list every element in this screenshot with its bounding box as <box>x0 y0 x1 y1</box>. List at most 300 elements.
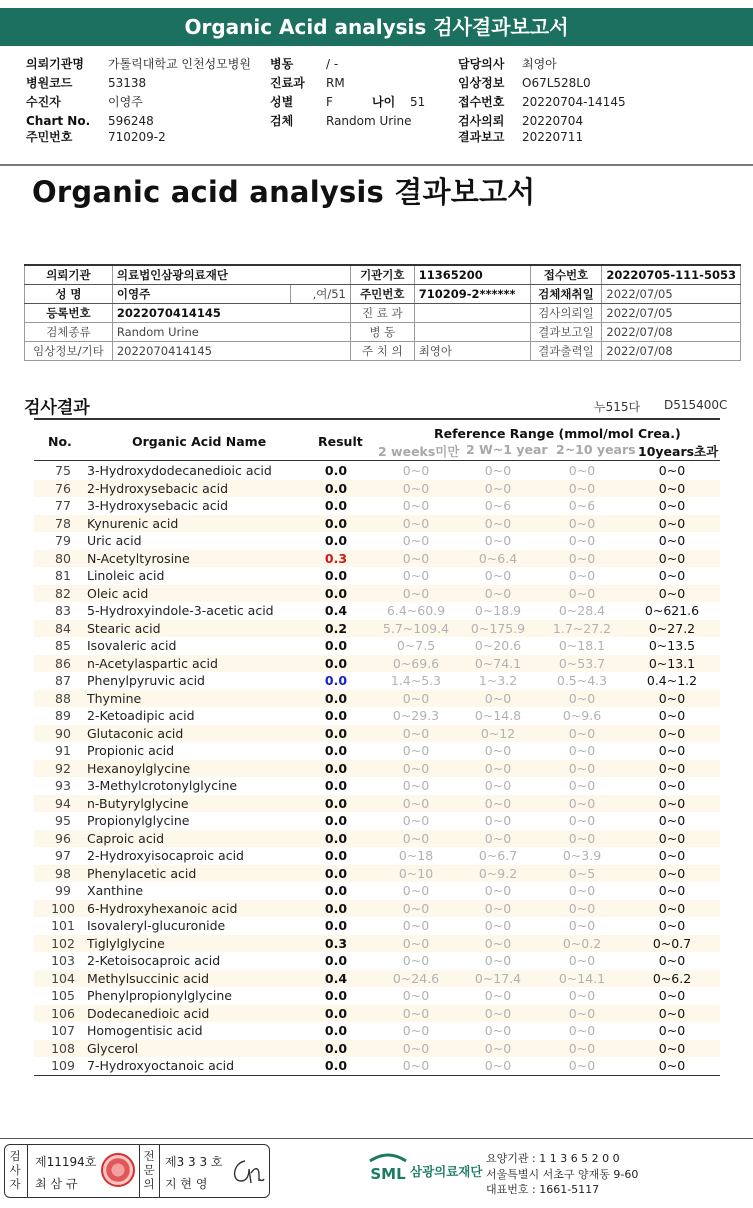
table-row <box>34 847 720 865</box>
row-ref-2weeks: 0~0 <box>402 690 430 706</box>
row-no: 86 <box>55 655 71 671</box>
row-ref-over10: 0~0 <box>658 743 686 758</box>
row-ref-2weeks: 0~0 <box>402 585 430 601</box>
row-no: 108 <box>51 1040 75 1056</box>
row-no: 76 <box>55 480 71 496</box>
col-header-result: Result <box>318 434 363 449</box>
header-col-1 <box>26 56 251 145</box>
row-ref-2weeks: 0~0 <box>402 760 430 776</box>
table-row <box>34 795 720 813</box>
table-row <box>34 952 720 970</box>
value-department: RM <box>326 76 345 90</box>
row-ref-1year: 1~3.2 <box>478 673 518 688</box>
table-row <box>34 515 720 533</box>
label-doctor: 담당의사 <box>458 57 505 71</box>
row-ref-over10: 0~621.6 <box>644 603 700 618</box>
row-acid-name: Tiglylglycine <box>87 935 165 951</box>
row-result: 0.4 <box>324 970 348 986</box>
row-result: 0.0 <box>324 795 348 811</box>
row-ref-10years: 0~18.1 <box>558 638 606 653</box>
row-ref-10years: 0~0 <box>568 463 596 478</box>
row-ref-2weeks: 0~0 <box>402 463 430 478</box>
row-acid-name: Homogentisic acid <box>87 1023 203 1038</box>
table-row <box>34 917 720 935</box>
header-col-3 <box>458 56 626 145</box>
value-ward-t <box>414 322 530 341</box>
row-result: 0.3 <box>324 935 348 951</box>
table-row <box>34 882 720 900</box>
row-ref-1year: 0~0 <box>484 795 512 811</box>
row-no: 80 <box>55 550 71 566</box>
row-acid-name: 2-Ketoadipic acid <box>87 708 195 723</box>
row-ref-10years: 0~14.1 <box>558 970 606 986</box>
row-ref-over10: 0~0 <box>658 533 686 548</box>
row-ref-over10: 0~0 <box>658 778 686 793</box>
label-chart-no: Chart No. <box>26 114 91 128</box>
row-ref-over10: 0~0 <box>658 900 686 916</box>
row-ref-2weeks: 6.4~60.9 <box>386 603 446 618</box>
row-acid-name: n-Butyrylglycine <box>87 795 189 811</box>
row-ref-10years: 0~0 <box>568 533 596 548</box>
row-no: 109 <box>51 1058 75 1073</box>
row-no: 85 <box>55 638 71 653</box>
row-acid-name: 3-Hydroxydodecanedioic acid <box>87 463 272 478</box>
sign-divider-2 <box>139 1145 140 1197</box>
row-acid-name: Glutaconic acid <box>87 725 184 741</box>
row-ref-over10: 0~0 <box>658 848 686 863</box>
ref-sub-2: 2 W~1 year <box>466 442 548 457</box>
table-row <box>34 777 720 795</box>
results-header-rule <box>34 460 720 461</box>
row-no: 103 <box>51 953 75 968</box>
row-ref-2weeks: 0~0 <box>402 778 430 793</box>
row-ref-1year: 0~0 <box>484 953 512 968</box>
value-report-date: 20220711 <box>522 130 584 144</box>
row-ref-over10: 0~0 <box>658 480 686 496</box>
row-result: 0.0 <box>324 760 348 776</box>
row-acid-name: 7-Hydroxyoctanoic acid <box>87 1058 235 1073</box>
label-resident-no: 주민번호 <box>26 130 73 144</box>
row-result: 0.0 <box>324 463 348 478</box>
table-row <box>34 865 720 883</box>
label-ward: 병동 <box>270 57 294 71</box>
lab-address: 서울특별시 서초구 양재동 9-60 <box>486 1167 639 1181</box>
sml-logo-text: SML <box>370 1165 406 1183</box>
table-row <box>34 725 720 743</box>
table-row <box>34 637 720 655</box>
row-no: 104 <box>51 970 75 986</box>
row-ref-over10: 0~0 <box>658 690 686 706</box>
col-header-reference: Reference Range (mmol/mol Crea.) <box>434 426 681 441</box>
label-name: 성 명 <box>25 284 113 303</box>
value-resident: 710209-2****** <box>414 284 530 303</box>
row-result: 0.0 <box>324 638 348 653</box>
row-result: 0.0 <box>324 883 348 898</box>
row-ref-over10: 0~0 <box>658 830 686 846</box>
table-row <box>34 742 720 760</box>
row-no: 75 <box>55 463 71 478</box>
table-row <box>34 935 720 953</box>
row-acid-name: Dodecanedioic acid <box>87 1005 210 1021</box>
label-sex: 성별 <box>270 95 294 109</box>
table-row <box>34 812 720 830</box>
label-result-date: 결과보고일 <box>530 322 602 341</box>
value-requesting-org: 가톨릭대학교 인천성모병원 <box>108 57 251 71</box>
row-ref-2weeks: 0~0 <box>402 743 430 758</box>
table-row <box>34 760 720 778</box>
row-ref-1year: 0~0 <box>484 813 512 828</box>
row-acid-name: Phenylpyruvic acid <box>87 673 205 688</box>
label-org-code: 기관기호 <box>350 265 414 284</box>
patient-info-table <box>24 264 741 361</box>
row-no: 102 <box>51 935 75 951</box>
results-code-2: D515400C <box>664 398 728 412</box>
row-ref-10years: 1.7~27.2 <box>552 620 612 636</box>
row-ref-1year: 0~0 <box>484 935 512 951</box>
results-code-1: 누515다 <box>594 400 641 414</box>
examiner-label: 검 사 자 <box>9 1149 21 1191</box>
row-ref-over10: 0~6.2 <box>652 970 692 986</box>
row-ref-1year: 0~0 <box>484 830 512 846</box>
row-acid-name: N-Acetyltyrosine <box>87 550 190 566</box>
value-org-code: 11365200 <box>414 265 530 284</box>
row-ref-2weeks: 0~24.6 <box>392 970 440 986</box>
row-result: 0.0 <box>324 1005 348 1021</box>
row-ref-10years: 0~0 <box>568 1005 596 1021</box>
row-ref-1year: 0~0 <box>484 463 512 478</box>
row-ref-over10: 0~0 <box>658 550 686 566</box>
row-ref-over10: 0~13.1 <box>648 655 696 671</box>
specialist-name: 지 현 영 <box>165 1177 208 1191</box>
table-row <box>34 1040 720 1058</box>
row-ref-2weeks: 0~0 <box>402 568 430 583</box>
label-resident: 주민번호 <box>350 284 414 303</box>
row-ref-over10: 0~0 <box>658 988 686 1003</box>
row-result: 0.2 <box>324 620 348 636</box>
value-collection-date: 2022/07/05 <box>602 284 741 303</box>
signature-mark <box>227 1155 265 1189</box>
row-result: 0.0 <box>324 655 348 671</box>
table-row <box>34 585 720 603</box>
row-ref-1year: 0~0 <box>484 533 512 548</box>
row-result: 0.0 <box>324 533 348 548</box>
row-acid-name: Hexanoylglycine <box>87 760 191 776</box>
row-ref-over10: 0~0 <box>658 1040 686 1056</box>
row-ref-2weeks: 0~0 <box>402 988 430 1003</box>
row-ref-10years: 0~0 <box>568 550 596 566</box>
table-row <box>34 1057 720 1075</box>
label-age: 나이 <box>372 95 396 109</box>
row-ref-10years: 0~0 <box>568 883 596 898</box>
row-result: 0.0 <box>324 830 348 846</box>
row-ref-2weeks: 0~0 <box>402 480 430 496</box>
row-ref-2weeks: 5.7~109.4 <box>382 620 450 636</box>
signature-box <box>4 1144 270 1198</box>
row-acid-name: 2-Hydroxysebacic acid <box>87 480 229 496</box>
row-acid-name: Kynurenic acid <box>87 515 179 531</box>
row-result: 0.0 <box>324 778 348 793</box>
value-receipt-no: 20220704-14145 <box>522 95 626 109</box>
row-acid-name: Methylsuccinic acid <box>87 970 210 986</box>
row-ref-2weeks: 0~0 <box>402 935 430 951</box>
row-no: 93 <box>55 778 71 793</box>
row-result: 0.0 <box>324 848 348 863</box>
row-ref-10years: 0~0 <box>568 585 596 601</box>
row-ref-over10: 0~0 <box>658 795 686 811</box>
label-reg-no: 등록번호 <box>25 303 113 322</box>
table-row <box>34 707 720 725</box>
row-ref-2weeks: 0~0 <box>402 1040 430 1056</box>
label-patient: 수진자 <box>26 95 61 109</box>
row-ref-10years: 0~0 <box>568 568 596 583</box>
ref-sub-3: 2~10 years <box>556 442 636 457</box>
row-result: 0.0 <box>324 498 348 513</box>
examiner-id: 제11194호 <box>35 1155 97 1169</box>
table-row <box>34 497 720 515</box>
table-row <box>34 462 720 480</box>
row-ref-1year: 0~17.4 <box>474 970 522 986</box>
row-no: 91 <box>55 743 71 758</box>
row-acid-name: Propionylglycine <box>87 813 190 828</box>
row-ref-1year: 0~6.7 <box>478 848 518 863</box>
value-req-date: 2022/07/05 <box>602 303 741 322</box>
row-result: 0.3 <box>324 550 348 566</box>
row-ref-10years: 0~0 <box>568 1040 596 1056</box>
row-ref-10years: 0~0 <box>568 725 596 741</box>
table-row <box>34 830 720 848</box>
row-ref-2weeks: 0~0 <box>402 533 430 548</box>
label-hospital-code: 병원코드 <box>26 76 73 90</box>
col-header-no: No. <box>48 434 72 449</box>
row-ref-over10: 0~0 <box>658 568 686 583</box>
row-no: 88 <box>55 690 71 706</box>
table-row <box>34 567 720 585</box>
value-chart-no: 596248 <box>108 114 154 128</box>
label-org: 의뢰기관 <box>25 265 113 284</box>
row-ref-2weeks: 0~0 <box>402 813 430 828</box>
row-ref-10years: 0~0 <box>568 1023 596 1038</box>
row-ref-2weeks: 0~0 <box>402 883 430 898</box>
row-ref-10years: 0~0 <box>568 690 596 706</box>
row-ref-2weeks: 0~0 <box>402 830 430 846</box>
row-ref-1year: 0~6 <box>484 498 512 513</box>
label-collection-date: 검체채취일 <box>530 284 602 303</box>
value-name: 이영주 <box>112 284 290 303</box>
row-no: 105 <box>51 988 75 1003</box>
row-result: 0.0 <box>324 480 348 496</box>
row-result: 0.0 <box>324 515 348 531</box>
value-sex-age: ,여/51 <box>291 284 351 303</box>
row-ref-over10: 0~0 <box>658 725 686 741</box>
row-ref-1year: 0~0 <box>484 1005 512 1021</box>
sign-divider-3 <box>159 1145 160 1197</box>
row-result: 0.0 <box>324 918 348 933</box>
row-ref-10years: 0~0 <box>568 778 596 793</box>
value-hospital-code: 53138 <box>108 76 147 90</box>
row-ref-1year: 0~0 <box>484 918 512 933</box>
row-no: 106 <box>51 1005 75 1021</box>
row-ref-over10: 0~0 <box>658 865 686 881</box>
table-row <box>34 690 720 708</box>
table-row <box>34 672 720 690</box>
table-row <box>34 550 720 568</box>
row-acid-name: 2-Hydroxyisocaproic acid <box>87 848 244 863</box>
row-acid-name: Oleic acid <box>87 585 149 601</box>
examiner-name: 최 삼 규 <box>35 1177 78 1191</box>
sml-logo-icon <box>366 1151 410 1191</box>
table-row <box>34 532 720 550</box>
row-ref-over10: 0~13.5 <box>648 638 696 653</box>
label-request-date: 검사의뢰 <box>458 114 505 128</box>
value-specimen: Random Urine <box>326 114 412 128</box>
row-ref-2weeks: 0~18 <box>398 848 434 863</box>
row-result: 0.0 <box>324 988 348 1003</box>
row-result: 0.0 <box>324 708 348 723</box>
row-result: 0.0 <box>324 673 348 688</box>
row-ref-10years: 0~28.4 <box>558 603 606 618</box>
row-ref-1year: 0~14.8 <box>474 708 522 723</box>
label-receipt-no: 접수번호 <box>458 95 505 109</box>
row-acid-name: Uric acid <box>87 533 142 548</box>
row-ref-2weeks: 0~0 <box>402 900 430 916</box>
col-header-name: Organic Acid Name <box>132 434 267 449</box>
row-ref-2weeks: 0~0 <box>402 725 430 741</box>
row-ref-1year: 0~9.2 <box>478 865 518 881</box>
row-acid-name: 3-Methylcrotonylglycine <box>87 778 238 793</box>
label-specimen-type: 검체종류 <box>25 322 113 341</box>
row-no: 94 <box>55 795 71 811</box>
report-title: Organic acid analysis 결과보고서 <box>32 175 536 209</box>
row-no: 98 <box>55 865 71 881</box>
row-result: 0.0 <box>324 568 348 583</box>
row-acid-name: Thymine <box>87 690 142 706</box>
row-ref-over10: 0~0 <box>658 585 686 601</box>
row-no: 96 <box>55 830 71 846</box>
row-ref-1year: 0~0 <box>484 690 512 706</box>
label-report-date: 결과보고 <box>458 130 505 144</box>
row-acid-name: Isovaleric acid <box>87 638 177 653</box>
row-ref-over10: 0~27.2 <box>648 620 696 636</box>
row-ref-1year: 0~20.6 <box>474 638 522 653</box>
row-acid-name: 5-Hydroxyindole-3-acetic acid <box>87 603 274 618</box>
row-ref-2weeks: 0~0 <box>402 515 430 531</box>
row-ref-over10: 0~0 <box>658 953 686 968</box>
value-dept <box>414 303 530 322</box>
row-acid-name: Glycerol <box>87 1040 139 1056</box>
row-ref-over10: 0~0.7 <box>652 935 692 951</box>
row-ref-2weeks: 0~0 <box>402 953 430 968</box>
row-ref-10years: 0~9.6 <box>562 708 602 723</box>
row-ref-10years: 0~53.7 <box>558 655 606 671</box>
row-ref-1year: 0~0 <box>484 778 512 793</box>
header-col-2 <box>270 56 425 129</box>
row-ref-10years: 0~0 <box>568 813 596 828</box>
report-banner: Organic Acid analysis 검사결과보고서 <box>0 8 753 46</box>
row-ref-over10: 0~0 <box>658 515 686 531</box>
table-row <box>34 987 720 1005</box>
label-attending: 주 치 의 <box>350 341 414 360</box>
row-ref-1year: 0~74.1 <box>474 655 522 671</box>
row-result: 0.0 <box>324 1058 348 1073</box>
row-ref-2weeks: 0~0 <box>402 1058 430 1073</box>
label-department: 진료과 <box>270 76 305 90</box>
specialist-id: 제3 3 3 호 <box>165 1155 223 1169</box>
row-no: 82 <box>55 585 71 601</box>
label-ward-t: 병 동 <box>350 322 414 341</box>
table-row <box>34 1005 720 1023</box>
label-clinical-info: 임상정보 <box>458 76 505 90</box>
value-result-date: 2022/07/08 <box>602 322 741 341</box>
row-ref-2weeks: 0~0 <box>402 795 430 811</box>
row-ref-2weeks: 0~0 <box>402 1023 430 1038</box>
row-no: 97 <box>55 848 71 863</box>
row-no: 83 <box>55 603 71 618</box>
row-ref-2weeks: 0~7.5 <box>396 638 436 653</box>
label-requesting-org: 의뢰기관명 <box>26 57 84 71</box>
row-no: 87 <box>55 673 71 688</box>
row-ref-over10: 0~0 <box>658 760 686 776</box>
row-ref-over10: 0~0 <box>658 463 686 478</box>
footer-divider <box>0 1138 753 1139</box>
row-ref-10years: 0~0 <box>568 1058 596 1073</box>
value-sex: F <box>326 95 333 109</box>
table-row <box>34 602 720 620</box>
row-acid-name: n-Acetylaspartic acid <box>87 655 218 671</box>
row-ref-1year: 0~0 <box>484 1040 512 1056</box>
row-acid-name: 6-Hydroxyhexanoic acid <box>87 900 238 916</box>
row-ref-over10: 0~0 <box>658 918 686 933</box>
row-ref-1year: 0~0 <box>484 760 512 776</box>
lab-contact-info <box>486 1151 638 1198</box>
sign-divider-1 <box>27 1145 28 1197</box>
row-ref-10years: 0~5 <box>568 865 596 881</box>
label-receipt: 접수번호 <box>530 265 602 284</box>
row-ref-10years: 0~0 <box>568 900 596 916</box>
row-ref-10years: 0~0 <box>568 760 596 776</box>
lab-phone: 대표번호 : 1661-5117 <box>486 1183 600 1196</box>
row-no: 95 <box>55 813 71 828</box>
row-acid-name: 3-Hydroxysebacic acid <box>87 498 229 513</box>
row-no: 77 <box>55 498 71 513</box>
row-result: 0.0 <box>324 585 348 601</box>
row-result: 0.0 <box>324 743 348 758</box>
row-ref-over10: 0~0 <box>658 883 686 898</box>
lab-org-name: 삼광의료재단 <box>410 1164 483 1179</box>
row-ref-2weeks: 1.4~5.3 <box>390 673 442 688</box>
label-dept: 진 료 과 <box>350 303 414 322</box>
row-ref-1year: 0~18.9 <box>474 603 522 618</box>
row-ref-10years: 0~0 <box>568 515 596 531</box>
row-ref-10years: 0~0.2 <box>562 935 602 951</box>
row-ref-10years: 0~0 <box>568 795 596 811</box>
row-ref-over10: 0~0 <box>658 708 686 723</box>
row-ref-1year: 0~175.9 <box>470 620 526 636</box>
label-clinical: 임상정보/기타 <box>25 341 113 360</box>
row-acid-name: Xanthine <box>87 883 144 898</box>
label-print-date: 결과출력일 <box>530 341 602 360</box>
row-ref-2weeks: 0~10 <box>398 865 434 881</box>
row-ref-over10: 0~0 <box>658 498 686 513</box>
row-ref-1year: 0~0 <box>484 585 512 601</box>
row-result: 0.0 <box>324 865 348 881</box>
row-ref-2weeks: 0~29.3 <box>392 708 440 723</box>
row-ref-1year: 0~0 <box>484 1023 512 1038</box>
label-specimen: 검체 <box>270 114 294 128</box>
row-ref-1year: 0~0 <box>484 900 512 916</box>
row-result: 0.4 <box>324 603 348 618</box>
table-row <box>34 620 720 638</box>
row-result: 0.0 <box>324 1040 348 1056</box>
